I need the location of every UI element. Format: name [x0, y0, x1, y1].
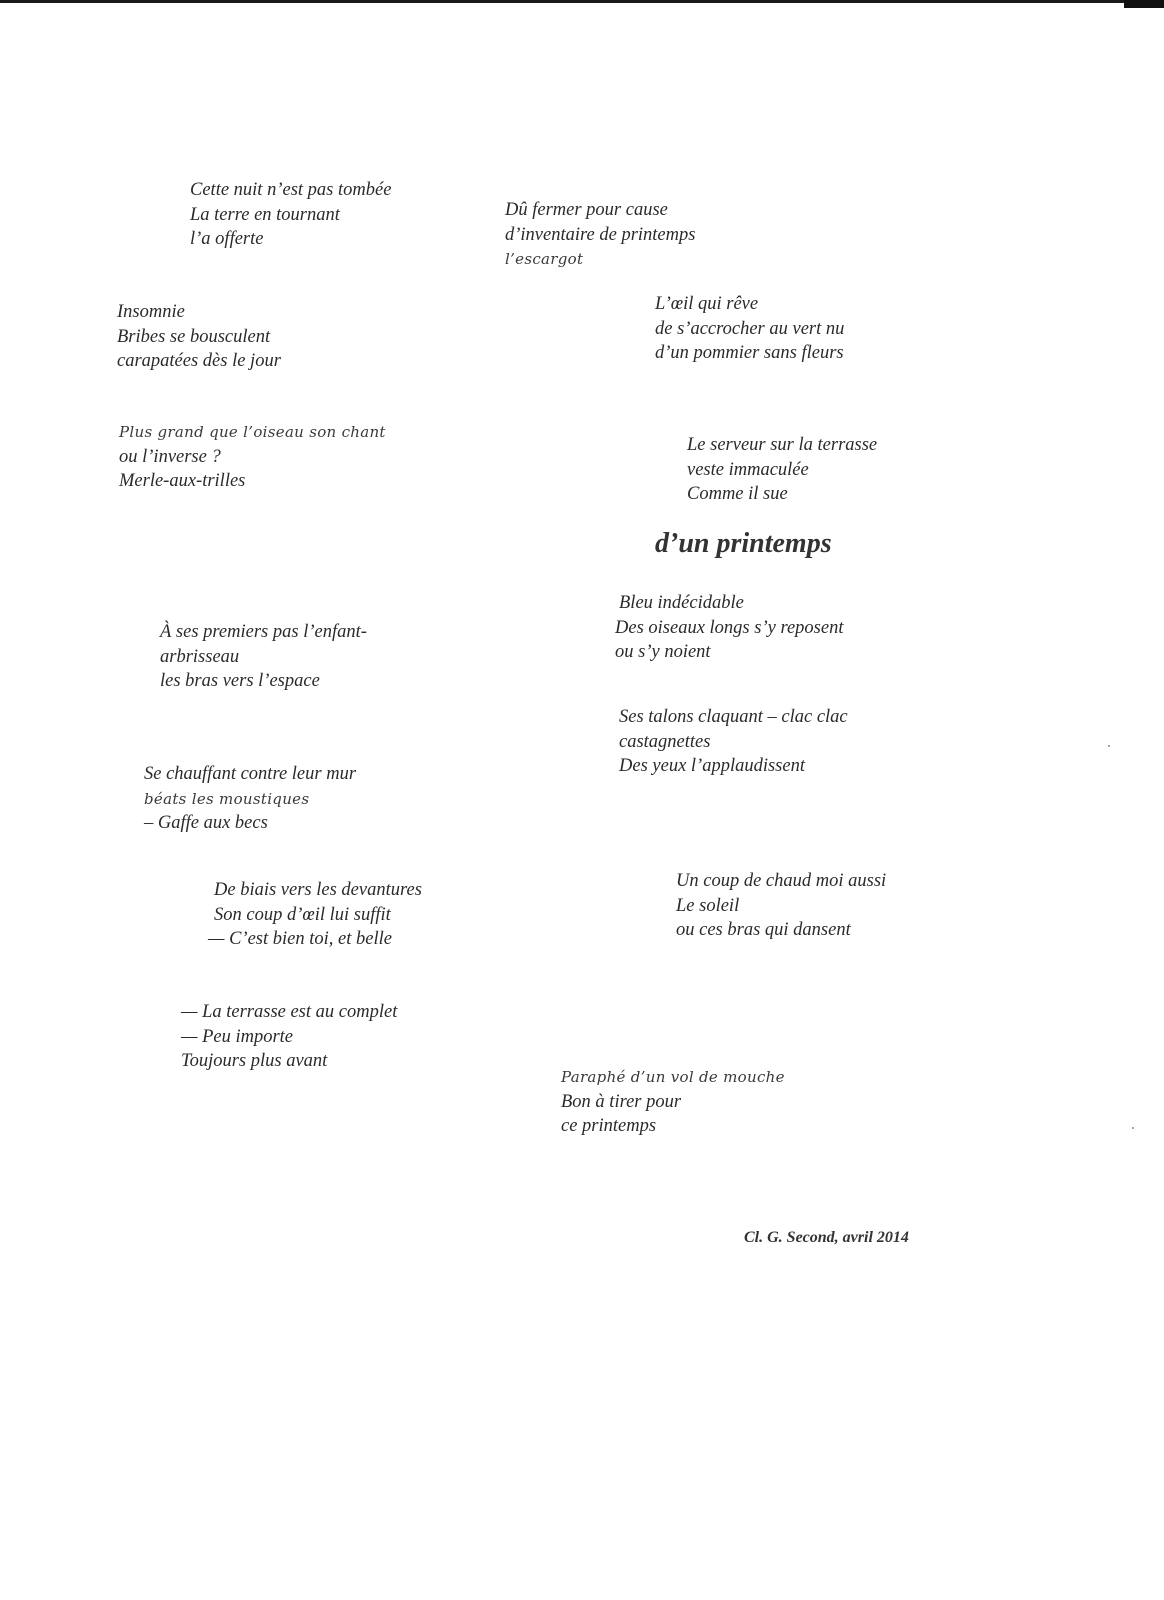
stanza [615, 591, 843, 665]
stanza-line: Des oiseaux longs s’y reposent [615, 617, 844, 638]
stanza-line: Comme il sue [687, 484, 788, 504]
stanza [160, 620, 367, 694]
stanza-line: Un coup de chaud moi aussi [676, 871, 887, 891]
stanza [144, 762, 356, 836]
stanza-line: Le serveur sur la terrasse [687, 435, 878, 455]
top-right-scan-mark [1124, 0, 1164, 8]
stanza [561, 1065, 785, 1139]
stanza-line: les bras vers l’espace [160, 671, 320, 691]
stanza-line: Bribes se bousculent [117, 326, 271, 347]
stanza-line: arbrisseau [160, 646, 240, 667]
scan-speck [1108, 745, 1110, 747]
author-signature: Cl. G. Second, avril 2014 [744, 1229, 909, 1246]
stanza-line: Se chauffant contre leur mur [144, 764, 357, 784]
stanza-line: Cette nuit n’est pas tombée [190, 180, 392, 200]
stanza-line: Bon à tirer pour [561, 1091, 682, 1112]
stanza-line: Paraphé d’un vol de mouche [561, 1068, 785, 1086]
stanza [117, 300, 281, 374]
stanza-line: ou s’y noient [615, 642, 711, 662]
stanza-line: ce printemps [561, 1116, 657, 1136]
stanza-line: De biais vers les devantures [214, 880, 422, 900]
scan-speck [1132, 1127, 1134, 1129]
stanza-line: — La terrasse est au complet [181, 1002, 398, 1022]
stanza [119, 420, 386, 494]
stanza-line: À ses premiers pas l’enfant- [160, 622, 367, 642]
stanza-line: castagnettes [619, 731, 711, 752]
stanza-line: Merle-aux-trilles [119, 471, 246, 491]
stanza-line: d’un pommier sans fleurs [655, 343, 844, 363]
poem-title: d’un printemps [655, 528, 832, 559]
stanza-line: Des yeux l’applaudissent [619, 756, 805, 776]
stanza-line: Toujours plus avant [181, 1051, 328, 1071]
stanza-line: ou ces bras qui dansent [676, 920, 851, 940]
stanza [676, 869, 886, 943]
stanza-line: La terre en tournant [190, 204, 340, 225]
stanza-line: Plus grand que l’oiseau son chant [119, 423, 386, 441]
stanza-line: Bleu indécidable [619, 593, 744, 613]
stanza-line: L’œil qui rêve [655, 294, 759, 314]
stanza-line: — Peu importe [181, 1026, 294, 1047]
stanza-line: d’inventaire de printemps [505, 224, 696, 245]
stanza-line: Insomnie [117, 302, 185, 322]
top-border-line [0, 0, 1164, 3]
stanza-line: l’a offerte [190, 229, 264, 249]
stanza-line: — C’est bien toi, et belle [208, 929, 392, 949]
stanza-line: Ses talons claquant – clac clac [619, 707, 848, 727]
stanza [190, 178, 391, 252]
stanza [687, 433, 877, 507]
stanza-line: de s’accrocher au vert nu [655, 318, 845, 339]
stanza [655, 292, 844, 366]
stanza [619, 705, 848, 779]
stanza [181, 1000, 397, 1074]
stanza-line: Son coup d’œil lui suffit [214, 904, 391, 925]
stanza-line: veste immaculée [687, 459, 809, 480]
stanza [505, 198, 695, 272]
stanza-line: ou l’inverse ? [119, 446, 221, 467]
stanza-line: Le soleil [676, 895, 740, 916]
stanza-line: Dû fermer pour cause [505, 200, 668, 220]
stanza [208, 878, 422, 952]
stanza-line: carapatées dès le jour [117, 351, 281, 371]
stanza-line: béats les moustiques [144, 789, 310, 808]
stanza-line: l’escargot [505, 250, 584, 268]
stanza-line: – Gaffe aux becs [144, 813, 268, 833]
